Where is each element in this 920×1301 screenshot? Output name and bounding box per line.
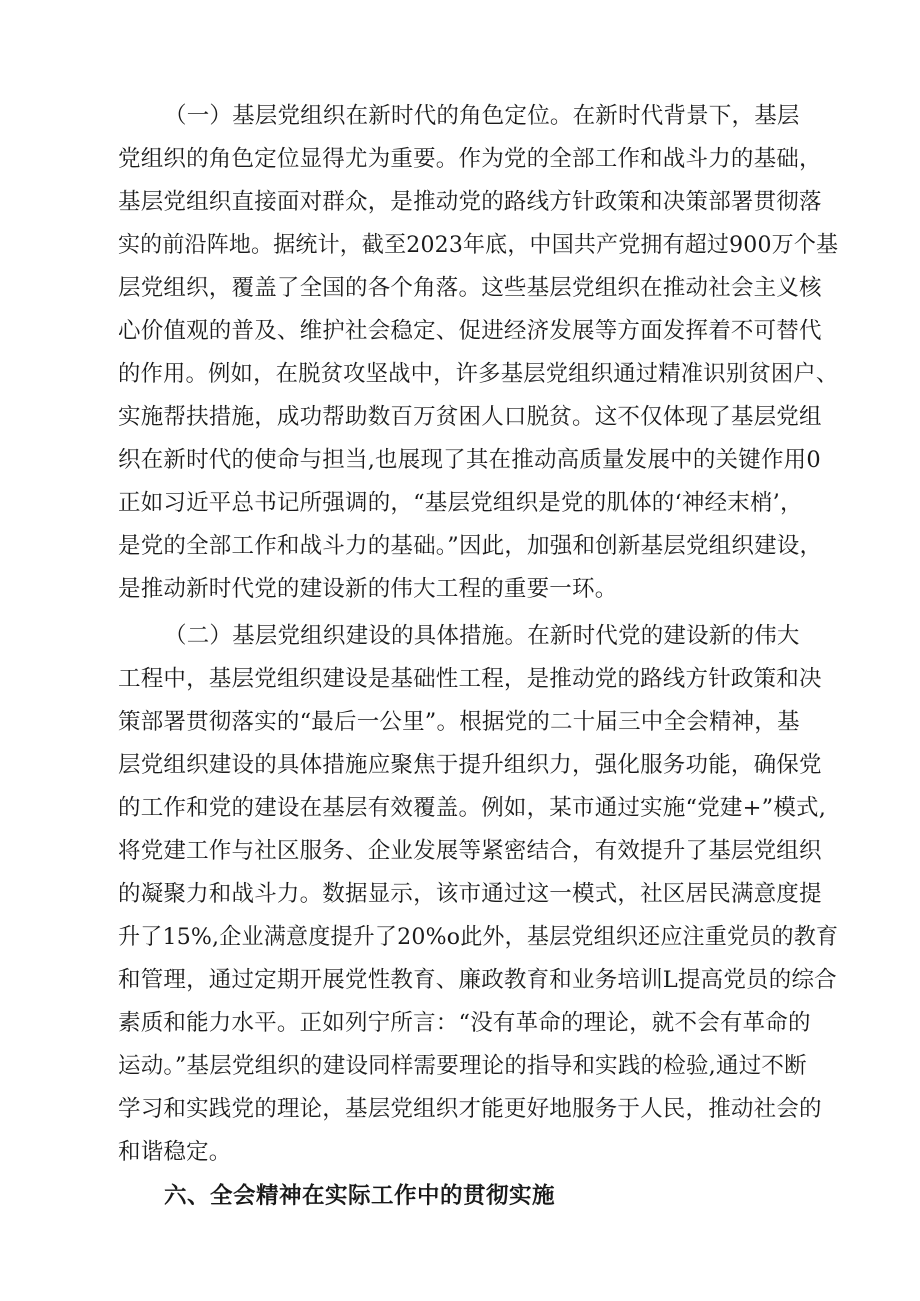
paragraph-line: 实施帮扶措施，成功帮助数百万贫困人口脱贫。这不仅体现了基层党组 [118,404,822,430]
paragraph-line: 织在新时代的使命与担当,也展现了其在推动高质量发展中的关键作用0 [118,447,821,473]
paragraph-line: 是推动新时代党的建设新的伟大工程的重要一环。 [118,576,618,602]
paragraph-line: （一）基层党组织在新时代的角色定位。在新时代背景下，基层 [164,103,800,129]
paragraph-line: 正如习近平总书记所强调的，“基层党组织是党的肌体的‘神经末梢’， [118,490,803,516]
paragraph-line: 党组织的角色定位显得尤为重要。作为党的全部工作和战斗力的基础， [118,146,822,172]
paragraph-line: 的工作和党的建设在基层有效覆盖。例如，某市通过实施“党建+”模式, [118,795,827,821]
paragraph-line: 的作用。例如，在脱贫攻坚战中，许多基层党组织通过精准识别贫困户、 [118,361,839,387]
section-heading: 六、全会精神在实际工作中的贯彻实施 [164,1183,556,1209]
paragraph-line: 心价值观的普及、维护社会稳定、促进经济发展等方面发挥着不可替代 [118,318,822,344]
paragraph-line: 升了15%,企业满意度提升了20%o此外，基层党组织还应注重党员的教育 [118,924,839,950]
paragraph-line: 层党组织建设的具体措施应聚焦于提升组织力，强化服务功能，确保党 [118,752,822,778]
paragraph-line: 层党组织，覆盖了全国的各个角落。这些基层党组织在推动社会主义核 [118,275,822,301]
paragraph-line: 素质和能力水平。正如列宁所言：“没有革命的理论，就不会有革命的 [118,1010,811,1036]
paragraph-line: 实的前沿阵地。据统计，截至2023年底，中国共产党拥有超过900万个基 [118,232,839,258]
paragraph-line: 是党的全部工作和战斗力的基础。”因此，加强和创新基层党组织建设， [118,533,823,559]
paragraph-line: 工程中，基层党组织建设是基础性工程，是推动党的路线方针政策和决 [118,666,822,692]
paragraph-line: （二）基层党组织建设的具体措施。在新时代党的建设新的伟大 [164,623,800,649]
paragraph-line: 策部署贯彻落实的“最后一公里”。根据党的二十届三中全会精神，基 [118,709,800,735]
paragraph-line: 运动。”基层党组织的建设同样需要理论的指导和实践的检验,通过不断 [118,1053,807,1079]
paragraph-line: 学习和实践党的理论，基层党组织才能更好地服务于人民，推动社会的 [118,1096,822,1122]
paragraph-line: 和管理，通过定期开展党性教育、廉政教育和业务培训L提高党员的综合 [118,967,837,993]
paragraph-line: 基层党组织直接面对群众，是推动党的路线方针政策和决策部署贯彻落 [118,189,822,215]
paragraph-line: 和谐稳定。 [118,1139,232,1165]
paragraph-line: 的凝聚力和战斗力。数据显示，该市通过这一模式，社区居民满意度提 [118,881,822,907]
paragraph-line: 将党建工作与社区服务、企业发展等紧密结合，有效提升了基层党组织 [118,838,822,864]
